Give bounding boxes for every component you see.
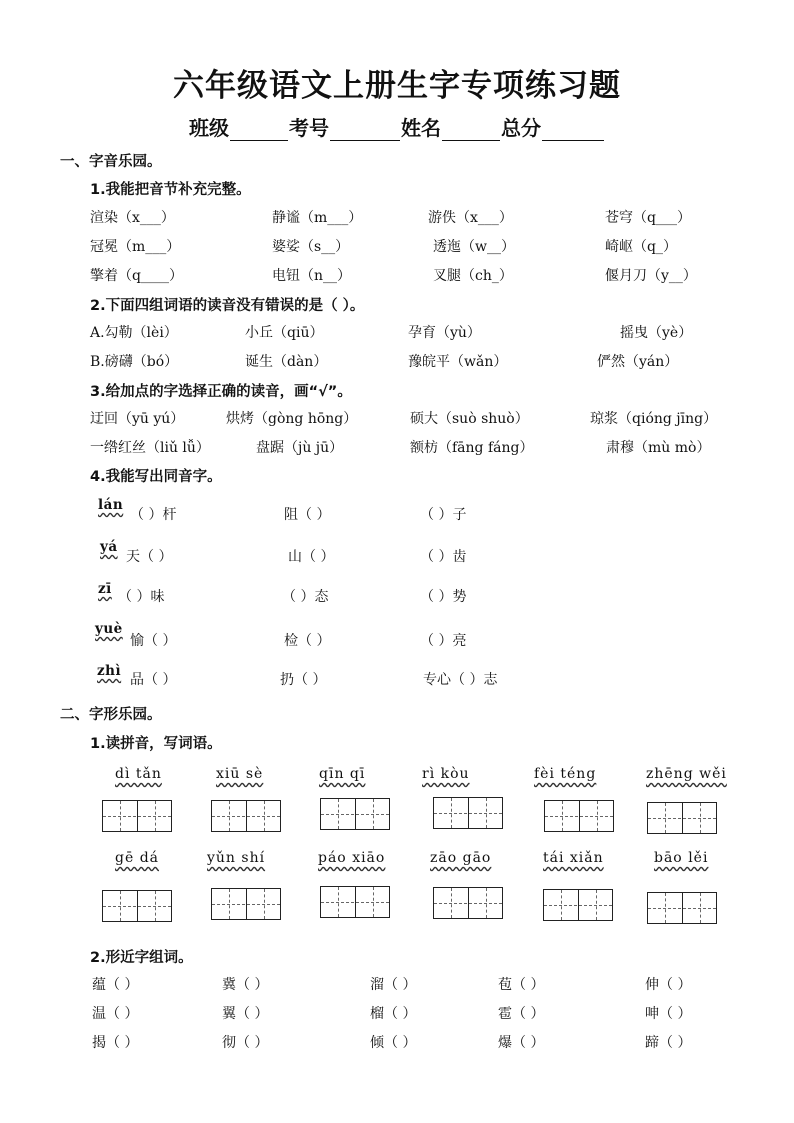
choice-item: A.勾勒（lèi） xyxy=(90,325,178,341)
pinyin-item: 游佚（x___） xyxy=(428,210,513,226)
word-pinyin: xiū sè xyxy=(216,766,264,782)
reading-choice-item: 肃穆（mù mò） xyxy=(606,440,711,456)
pinyin-item: 叉腿（ch_） xyxy=(433,268,513,284)
homophone-blank[interactable]: （ ）势 xyxy=(420,589,467,605)
word-pinyin: zhēng wěi xyxy=(646,766,727,782)
writing-grid[interactable] xyxy=(320,798,390,830)
homophone-pinyin: zī xyxy=(98,581,112,597)
homophone-blank[interactable]: 山（ ） xyxy=(288,549,335,565)
word-pinyin: páo xiāo xyxy=(318,850,386,866)
question-1-1-prompt: 1.我能把音节补充完整。 xyxy=(90,182,251,198)
homophone-pinyin: lán xyxy=(98,497,124,513)
writing-grid[interactable] xyxy=(433,887,503,919)
pinyin-item: 静谧（m___） xyxy=(272,210,363,226)
homophone-pinyin: yuè xyxy=(95,621,123,637)
writing-grid[interactable] xyxy=(320,886,390,918)
pinyin-item: 婆娑（s__） xyxy=(272,239,350,255)
similar-char-item[interactable]: 伸（ ） xyxy=(645,977,692,993)
choice-item: 小丘（qiū） xyxy=(245,325,324,341)
choice-item: 摇曳（yè） xyxy=(620,325,693,341)
writing-grid[interactable] xyxy=(211,888,281,920)
similar-char-item[interactable]: 爆（ ） xyxy=(498,1035,545,1051)
score-label: 总分 xyxy=(501,116,541,140)
pinyin-item: 擎着（q____） xyxy=(90,268,183,284)
word-pinyin: yǔn shí xyxy=(207,850,266,866)
choice-item: 俨然（yán） xyxy=(597,354,679,370)
section-2-heading: 二、字形乐园。 xyxy=(60,707,162,723)
class-label: 班级 xyxy=(189,116,229,140)
name-blank[interactable] xyxy=(442,122,500,141)
homophone-blank[interactable]: （ ）亮 xyxy=(420,633,467,649)
homophone-blank[interactable]: 阻（ ） xyxy=(284,507,331,523)
writing-grid[interactable] xyxy=(102,800,172,832)
choice-item: 诞生（dàn） xyxy=(245,354,328,370)
reading-choice-item: 一绺红丝（liǔ lǚ） xyxy=(90,440,210,456)
similar-char-item[interactable]: 雹（ ） xyxy=(498,1006,545,1022)
question-1-4-prompt: 4.我能写出同音字。 xyxy=(90,469,222,485)
question-2-2-prompt: 2.形近字组词。 xyxy=(90,950,193,966)
homophone-blank[interactable]: 愉（ ） xyxy=(130,633,177,649)
word-pinyin: bāo lěi xyxy=(654,850,709,866)
similar-char-item[interactable]: 冀（ ） xyxy=(222,977,269,993)
pinyin-item: 电钮（n__） xyxy=(272,268,352,284)
similar-char-item[interactable]: 温（ ） xyxy=(92,1006,139,1022)
word-pinyin: tái xiǎn xyxy=(543,850,604,866)
writing-grid[interactable] xyxy=(543,889,613,921)
reading-choice-item: 盘踞（jù jū） xyxy=(256,440,344,456)
homophone-blank[interactable]: 品（ ） xyxy=(130,672,177,688)
writing-grid[interactable] xyxy=(102,890,172,922)
word-pinyin: zāo gāo xyxy=(430,850,492,866)
word-pinyin: dì tǎn xyxy=(115,766,162,782)
similar-char-item[interactable]: 翼（ ） xyxy=(222,1006,269,1022)
similar-char-item[interactable]: 彻（ ） xyxy=(222,1035,269,1051)
similar-char-item[interactable]: 苞（ ） xyxy=(498,977,545,993)
pinyin-item: 冠冕（m___） xyxy=(90,239,181,255)
page-title: 六年级语文上册生字专项练习题 xyxy=(173,68,621,104)
similar-char-item[interactable]: 揭（ ） xyxy=(92,1035,139,1051)
reading-choice-item: 额枋（fāng fáng） xyxy=(410,440,534,456)
reading-choice-item: 琼浆（qióng jīng） xyxy=(590,411,718,427)
question-1-3-prompt: 3.给加点的字选择正确的读音，画“√”。 xyxy=(90,384,352,400)
name-label: 姓名 xyxy=(401,116,441,140)
choice-item: 孕育（yù） xyxy=(408,325,481,341)
pinyin-item: 偃月刀（y__） xyxy=(605,268,697,284)
homophone-blank[interactable]: 检（ ） xyxy=(284,633,331,649)
pinyin-item: 崎岖（q_） xyxy=(605,239,677,255)
pinyin-item: 渲染（x___） xyxy=(90,210,175,226)
similar-char-item[interactable]: 蕴（ ） xyxy=(92,977,139,993)
homophone-blank[interactable]: 专心（ ）志 xyxy=(423,672,498,688)
similar-char-item[interactable]: 呻（ ） xyxy=(645,1006,692,1022)
reading-choice-item: 硕大（suò shuò） xyxy=(410,411,529,427)
word-pinyin: rì kòu xyxy=(422,766,470,782)
reading-choice-item: 迂回（yū yú） xyxy=(90,411,185,427)
writing-grid[interactable] xyxy=(647,802,717,834)
word-pinyin: fèi téng xyxy=(534,766,597,782)
similar-char-item[interactable]: 蹄（ ） xyxy=(645,1035,692,1051)
homophone-blank[interactable]: （ ）态 xyxy=(282,589,329,605)
homophone-blank[interactable]: （ ）杆 xyxy=(130,507,177,523)
reading-choice-item: 烘烤（gòng hōng） xyxy=(226,411,358,427)
similar-char-item[interactable]: 榴（ ） xyxy=(370,1006,417,1022)
writing-grid[interactable] xyxy=(433,797,503,829)
homophone-pinyin: zhì xyxy=(97,663,122,679)
question-1-2-prompt: 2.下面四组词语的读音没有错误的是（ ）。 xyxy=(90,298,365,314)
similar-char-item[interactable]: 倾（ ） xyxy=(370,1035,417,1051)
homophone-blank[interactable]: （ ）味 xyxy=(118,589,165,605)
question-2-1-prompt: 1.读拼音，写词语。 xyxy=(90,736,222,752)
writing-grid[interactable] xyxy=(647,892,717,924)
similar-char-item[interactable]: 溜（ ） xyxy=(370,977,417,993)
homophone-blank[interactable]: 扔（ ） xyxy=(280,672,327,688)
homophone-blank[interactable]: （ ）齿 xyxy=(420,549,467,565)
class-blank[interactable] xyxy=(230,122,288,141)
pinyin-item: 透迤（w__） xyxy=(433,239,515,255)
choice-item: B.磅礴（bó） xyxy=(90,354,179,370)
exam-number-label: 考号 xyxy=(289,116,329,140)
pinyin-item: 苍穹（q___） xyxy=(605,210,691,226)
homophone-pinyin: yá xyxy=(100,539,118,555)
homophone-blank[interactable]: 天（ ） xyxy=(126,549,173,565)
writing-grid[interactable] xyxy=(544,800,614,832)
word-pinyin: gē dá xyxy=(115,850,160,866)
score-blank[interactable] xyxy=(542,122,604,141)
section-1-heading: 一、字音乐园。 xyxy=(60,154,162,170)
choice-item: 豫皖平（wǎn） xyxy=(408,354,508,370)
student-info-line xyxy=(0,112,794,141)
word-pinyin: qīn qī xyxy=(319,766,366,782)
exam-number-blank[interactable] xyxy=(330,122,400,141)
writing-grid[interactable] xyxy=(211,800,281,832)
homophone-blank[interactable]: （ ）子 xyxy=(420,507,467,523)
